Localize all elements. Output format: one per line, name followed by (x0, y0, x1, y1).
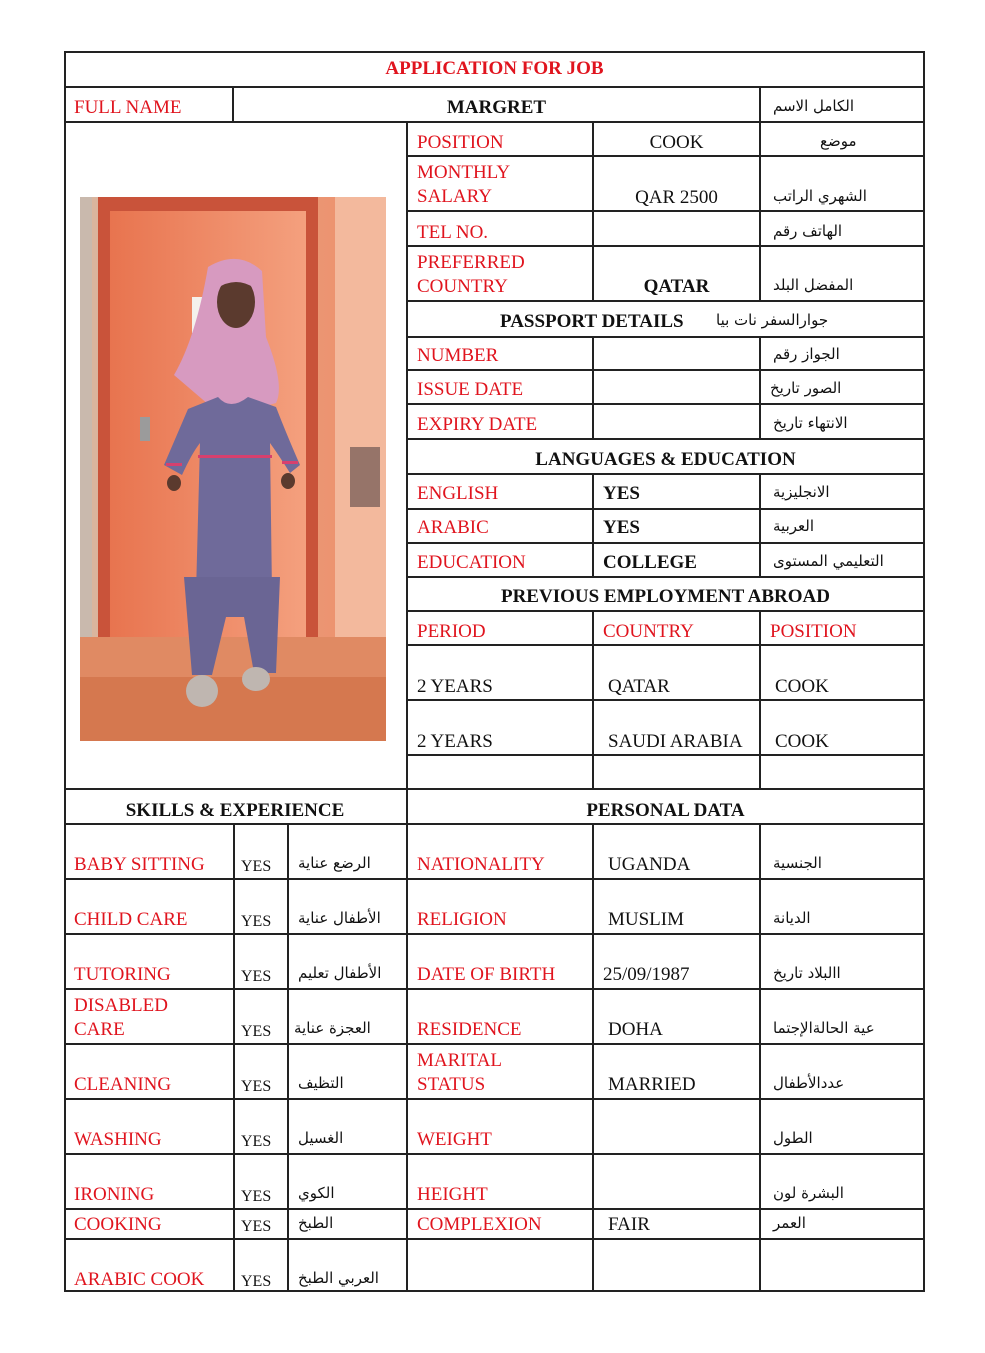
col-rule (592, 473, 594, 578)
employment-row-2-period: 2 YEARS (417, 731, 493, 752)
skill-label-line2: CARE (74, 1019, 125, 1040)
skill-label: CLEANING (74, 1074, 172, 1095)
marital-status-label-line1: MARITAL (417, 1050, 503, 1071)
col-rule (592, 610, 594, 790)
skill-label: IRONING (74, 1184, 155, 1205)
height-label: HEIGHT (417, 1184, 488, 1205)
col-rule (759, 86, 761, 122)
nationality-label: NATIONALITY (417, 854, 545, 875)
col-rule (592, 823, 594, 1292)
skill-value: YES (241, 913, 272, 930)
skill-value: YES (241, 1273, 272, 1290)
rule (406, 754, 925, 756)
col-rule (287, 823, 289, 1292)
passport-heading-arabic: جوارالسفر نات بيا (716, 311, 829, 329)
rule (64, 1098, 925, 1100)
rule (64, 878, 925, 880)
skill-arabic: الرضع عناية (298, 854, 371, 872)
rule (406, 300, 925, 302)
skill-value: YES (241, 1218, 272, 1235)
monthly-salary-label-line1: MONTHLY (417, 162, 511, 183)
rule (64, 1043, 925, 1045)
issue-date-arabic: الصور تاريخ (770, 379, 842, 397)
skill-arabic: الأطفال تعليم (298, 964, 382, 982)
education-label: EDUCATION (417, 552, 526, 573)
weight-arabic: الطول (773, 1129, 813, 1147)
col-rule (759, 610, 761, 790)
position-label: POSITION (417, 132, 504, 153)
col-rule (759, 121, 761, 302)
employment-row-1-country: QATAR (608, 676, 670, 697)
skill-arabic: الأطفال عناية (298, 909, 381, 927)
skill-arabic: العربي الطبخ (298, 1269, 379, 1287)
tel-no-arabic: الهاتف رقم (773, 222, 843, 240)
col-rule (759, 336, 761, 440)
rule (64, 823, 925, 825)
col-rule (759, 823, 761, 1292)
skill-label: COOKING (74, 1214, 162, 1235)
skill-label: WASHING (74, 1129, 162, 1150)
weight-label: WEIGHT (417, 1129, 492, 1150)
skill-arabic: الكوي (298, 1184, 335, 1202)
position-value: COOK (649, 132, 704, 153)
employment-row-1-position: COOK (775, 676, 829, 697)
marital-status-arabic: عددالأطفال (773, 1074, 845, 1092)
rule (64, 788, 925, 790)
preferred-country-arabic: المفضل البلد (773, 276, 854, 294)
skill-value: YES (241, 1078, 272, 1095)
passport-number-label: NUMBER (417, 345, 499, 366)
english-value: YES (603, 483, 640, 504)
rule (406, 610, 925, 612)
rule (406, 542, 925, 544)
skill-label: TUTORING (74, 964, 171, 985)
frame-left (64, 51, 66, 1292)
rule (406, 403, 925, 405)
skill-label: ARABIC COOK (74, 1269, 205, 1290)
employment-row-2-position: COOK (775, 731, 829, 752)
skill-label: BABY SITTING (74, 854, 205, 875)
preferred-country-value: QATAR (643, 276, 710, 297)
marital-status-value: MARRIED (608, 1074, 696, 1095)
expiry-date-label: EXPIRY DATE (417, 414, 538, 435)
date-of-birth-arabic: االبلاد تاريخ (773, 964, 841, 982)
monthly-salary-label-line2: SALARY (417, 186, 492, 207)
date-of-birth-value: 25/09/1987 (603, 964, 690, 985)
rule (406, 438, 925, 440)
col-rule (233, 823, 235, 1292)
rule (406, 644, 925, 646)
rule (64, 988, 925, 990)
skill-value: YES (241, 858, 272, 875)
tel-no-label: TEL NO. (417, 222, 489, 243)
employment-col-country: COUNTRY (603, 621, 694, 642)
skill-arabic: العجزة عناية (294, 1019, 371, 1037)
passport-heading: PASSPORT DETAILS (500, 311, 684, 332)
personal-heading: PERSONAL DATA (586, 800, 745, 821)
rule (406, 210, 925, 212)
passport-number-arabic: الجواز رقم (773, 345, 840, 363)
nationality-arabic: الجنسية (773, 854, 822, 872)
complexion-value: FAIR (608, 1214, 650, 1235)
employment-row-2-country: SAUDI ARABIA (608, 731, 743, 752)
arabic-label: ARABIC (417, 517, 489, 538)
col-rule (406, 121, 408, 1292)
monthly-salary-arabic: الشهري الراتب (773, 187, 867, 205)
rule (64, 1208, 925, 1210)
rule (64, 121, 925, 123)
skill-arabic: الغسيل (298, 1129, 344, 1147)
complexion-arabic: العمر (773, 1214, 806, 1232)
rule (406, 576, 925, 578)
english-arabic: الانجليزية (773, 483, 830, 501)
education-arabic: التعليمي المستوى (773, 552, 884, 570)
preferred-country-label-line1: PREFERRED (417, 252, 525, 273)
date-of-birth-label: DATE OF BIRTH (417, 964, 556, 985)
col-rule (759, 473, 761, 578)
languages-heading: LANGUAGES & EDUCATION (535, 449, 796, 470)
photo-illustration (80, 197, 386, 741)
employment-heading: PREVIOUS EMPLOYMENT ABROAD (500, 586, 830, 607)
education-value: COLLEGE (603, 552, 697, 573)
skill-value: YES (241, 1133, 272, 1150)
employment-row-1-period: 2 YEARS (417, 676, 493, 697)
rule (406, 155, 925, 157)
rule (64, 933, 925, 935)
issue-date-label: ISSUE DATE (417, 379, 524, 400)
residence-arabic: عية الحالةالإجتما (773, 1019, 875, 1037)
preferred-country-label-line2: COUNTRY (417, 276, 508, 297)
rule (406, 369, 925, 371)
monthly-salary-value: QAR 2500 (635, 187, 718, 208)
rule (406, 508, 925, 510)
expiry-date-arabic: الانتهاء تاريخ (773, 414, 848, 432)
residence-label: RESIDENCE (417, 1019, 522, 1040)
complexion-label: COMPLEXION (417, 1214, 542, 1235)
full-name-arabic: الكامل الاسم (773, 97, 855, 115)
skill-value: YES (241, 968, 272, 985)
full-name-value: MARGRET (446, 97, 547, 118)
rule (406, 245, 925, 247)
residence-value: DOHA (608, 1019, 663, 1040)
skills-heading: SKILLS & EXPERIENCE (125, 800, 345, 821)
rule (64, 1238, 925, 1240)
religion-arabic: الديانة (773, 909, 811, 927)
employment-col-position: POSITION (770, 621, 857, 642)
rule (406, 473, 925, 475)
religion-value: MUSLIM (608, 909, 685, 930)
frame-right (923, 51, 925, 1292)
form-title: APPLICATION FOR JOB (385, 58, 604, 79)
frame-top (64, 51, 925, 53)
skill-label-line1: DISABLED (74, 995, 168, 1016)
nationality-value: UGANDA (608, 854, 691, 875)
rule (64, 1153, 925, 1155)
marital-status-label-line2: STATUS (417, 1074, 486, 1095)
rule (406, 699, 925, 701)
col-rule (592, 336, 594, 440)
employment-col-period: PERIOD (417, 621, 486, 642)
skill-arabic: الطبخ (298, 1214, 334, 1232)
rule (406, 336, 925, 338)
position-arabic: موضع (820, 132, 857, 150)
religion-label: RELIGION (417, 909, 507, 930)
skill-label: CHILD CARE (74, 909, 188, 930)
arabic-value: YES (603, 517, 640, 538)
skill-arabic: التظيف (298, 1074, 344, 1092)
arabic-arabic: العربية (773, 517, 814, 535)
applicant-photo (80, 197, 386, 741)
height-arabic: البشرة لون (773, 1184, 844, 1202)
skill-value: YES (241, 1023, 272, 1040)
full-name-label: FULL NAME (74, 97, 182, 118)
rule (64, 86, 925, 88)
english-label: ENGLISH (417, 483, 499, 504)
skill-value: YES (241, 1188, 272, 1205)
